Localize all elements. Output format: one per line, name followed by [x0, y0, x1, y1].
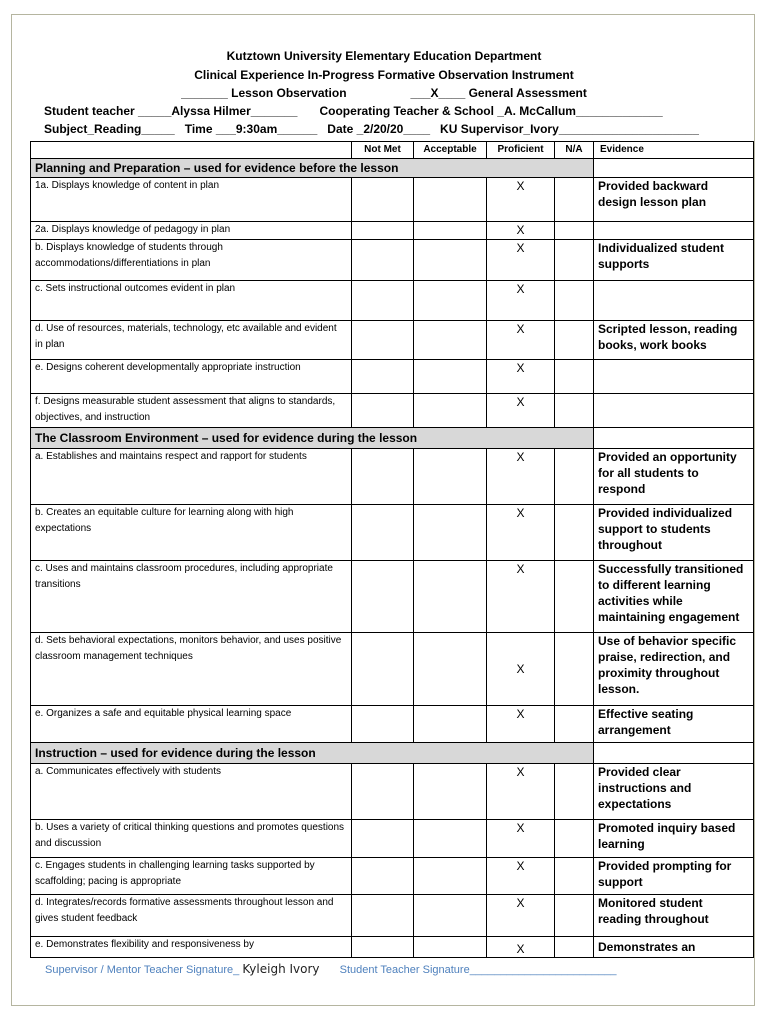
proficient-mark: X — [487, 858, 555, 895]
not-met-cell — [352, 178, 414, 222]
table-row — [31, 449, 754, 505]
table-row — [31, 394, 754, 428]
proficient-mark: X — [487, 633, 555, 706]
evidence-text: Successfully transitioned to different learning activities while maintaining engagement — [594, 561, 754, 633]
criterion-text: c. Engages students in challenging learning tasks supported by scaffolding; pacing is appropriate — [31, 858, 352, 895]
acceptable-cell — [414, 178, 487, 222]
criterion-text: 2a. Displays knowledge of pedagogy in plan — [31, 222, 352, 240]
table-row — [31, 178, 754, 222]
evidence-text: Individualized student supports — [594, 240, 754, 281]
student-signature-label: Student Teacher Signature________________________ — [339, 964, 617, 976]
section-header-planning — [31, 159, 754, 178]
instrument-title: Clinical Experience In-Progress Formative Observation Instrument — [194, 67, 574, 82]
criterion-text: d. Use of resources, materials, technology, etc available and evident in plan — [31, 321, 352, 360]
date-field: Date _2/20/20____ — [327, 122, 431, 136]
proficient-mark: X — [487, 706, 555, 743]
section-header-instruction — [31, 743, 754, 764]
proficient-mark: X — [487, 281, 555, 321]
criterion-text: e. Demonstrates flexibility and responsiveness by — [31, 937, 352, 958]
evidence-text — [594, 281, 754, 321]
evidence-text: Use of behavior specific praise, redirection, and proximity throughout lesson. — [594, 633, 754, 706]
proficient-mark: X — [487, 178, 555, 222]
criteria-header — [31, 142, 352, 159]
proficient-mark: X — [487, 321, 555, 360]
section-title: Planning and Preparation – used for evidence before the lesson — [31, 159, 594, 178]
table-row — [31, 820, 754, 858]
criterion-text: a. Communicates effectively with students — [31, 764, 352, 820]
proficient-mark: X — [487, 240, 555, 281]
time-field: Time ___9:30am______ — [184, 122, 318, 136]
criterion-text: c. Uses and maintains classroom procedures, including appropriate transitions — [31, 561, 352, 633]
table-row — [31, 937, 754, 958]
table-row — [31, 505, 754, 561]
evidence-text: Provided prompting for support — [594, 858, 754, 895]
evidence-text: Provided an opportunity for all students to respond — [594, 449, 754, 505]
proficient-mark: X — [487, 937, 555, 958]
criterion-text: b. Creates an equitable culture for learning along with high expectations — [31, 505, 352, 561]
evidence-text: Scripted lesson, reading books, work books — [594, 321, 754, 360]
table-row — [31, 895, 754, 937]
table-row — [31, 240, 754, 281]
criterion-text: 1a. Displays knowledge of content in plan — [31, 178, 352, 222]
table-row — [31, 858, 754, 895]
section-title: Instruction – used for evidence during the lesson — [31, 743, 594, 764]
section-title: The Classroom Environment – used for evidence during the lesson — [31, 428, 594, 449]
evidence-text: Demonstrates an — [594, 937, 754, 958]
evidence-text: Effective seating arrangement — [594, 706, 754, 743]
na-header: N/A — [555, 142, 594, 159]
criterion-text: a. Establishes and maintains respect and rapport for students — [31, 449, 352, 505]
cooperating-teacher-field: Cooperating Teacher & School _A. McCallum_____________ — [319, 104, 663, 118]
criterion-text: d. Integrates/records formative assessments throughout lesson and gives student feedback — [31, 895, 352, 937]
not-met-header: Not Met — [352, 142, 414, 159]
proficient-mark: X — [487, 505, 555, 561]
evidence-text: Provided backward design lesson plan — [594, 178, 754, 222]
table-row — [31, 321, 754, 360]
proficient-mark: X — [487, 222, 555, 240]
subject-field: Subject_Reading_____ — [44, 122, 175, 136]
evidence-text: Provided individualized support to students throughout — [594, 505, 754, 561]
general-assessment-option: ___X____ General Assessment — [410, 86, 587, 100]
info-row-2 — [44, 122, 699, 136]
table-row — [31, 281, 754, 321]
criterion-text: e. Designs coherent developmentally appropriate instruction — [31, 360, 352, 394]
proficient-mark: X — [487, 394, 555, 428]
criterion-text: b. Displays knowledge of students through accommodations/differentiations in plan — [31, 240, 352, 281]
table-row — [31, 222, 754, 240]
section-header-classroom-environment — [31, 428, 754, 449]
table-row — [31, 764, 754, 820]
lesson-observation-option: _______ Lesson Observation — [181, 86, 347, 100]
proficient-mark: X — [487, 360, 555, 394]
na-cell — [555, 178, 594, 222]
proficient-header: Proficient — [487, 142, 555, 159]
department-title: Kutztown University Elementary Education Department — [226, 49, 542, 63]
info-row-1 — [44, 104, 663, 118]
table-row — [31, 360, 754, 394]
table-row — [31, 561, 754, 633]
student-teacher-field: Student teacher _____Alyssa Hilmer_______ — [44, 104, 298, 118]
supervisor-signature: Kyleigh Ivory — [242, 962, 320, 976]
proficient-mark: X — [487, 820, 555, 858]
evidence-text: Monitored student reading throughout — [594, 895, 754, 937]
acceptable-header: Acceptable — [414, 142, 487, 159]
table-row — [31, 633, 754, 706]
criterion-text: d. Sets behavioral expectations, monitors behavior, and uses positive classroom management techniques — [31, 633, 352, 706]
table-row — [31, 706, 754, 743]
evidence-text: Provided clear instructions and expectations — [594, 764, 754, 820]
evidence-text — [594, 222, 754, 240]
observation-type — [0, 84, 768, 103]
criterion-text: c. Sets instructional outcomes evident in plan — [31, 281, 352, 321]
evidence-text: Promoted inquiry based learning — [594, 820, 754, 858]
evidence-text — [594, 360, 754, 394]
proficient-mark: X — [487, 895, 555, 937]
supervisor-signature-label: Supervisor / Mentor Teacher Signature_ — [45, 964, 240, 976]
proficient-mark: X — [487, 764, 555, 820]
proficient-mark: X — [487, 561, 555, 633]
evidence-header: Evidence — [594, 142, 754, 159]
evidence-text — [594, 394, 754, 428]
observation-table — [30, 141, 754, 958]
document-header — [0, 47, 768, 103]
criterion-text: b. Uses a variety of critical thinking questions and promotes questions and discussion — [31, 820, 352, 858]
signature-footer — [45, 962, 617, 976]
criterion-text: e. Organizes a safe and equitable physical learning space — [31, 706, 352, 743]
table-header-row — [31, 142, 754, 159]
criterion-text: f. Designs measurable student assessment that aligns to standards, objectives, and instruction — [31, 394, 352, 428]
supervisor-field: KU Supervisor_Ivory_____________________ — [440, 122, 699, 136]
proficient-mark: X — [487, 449, 555, 505]
